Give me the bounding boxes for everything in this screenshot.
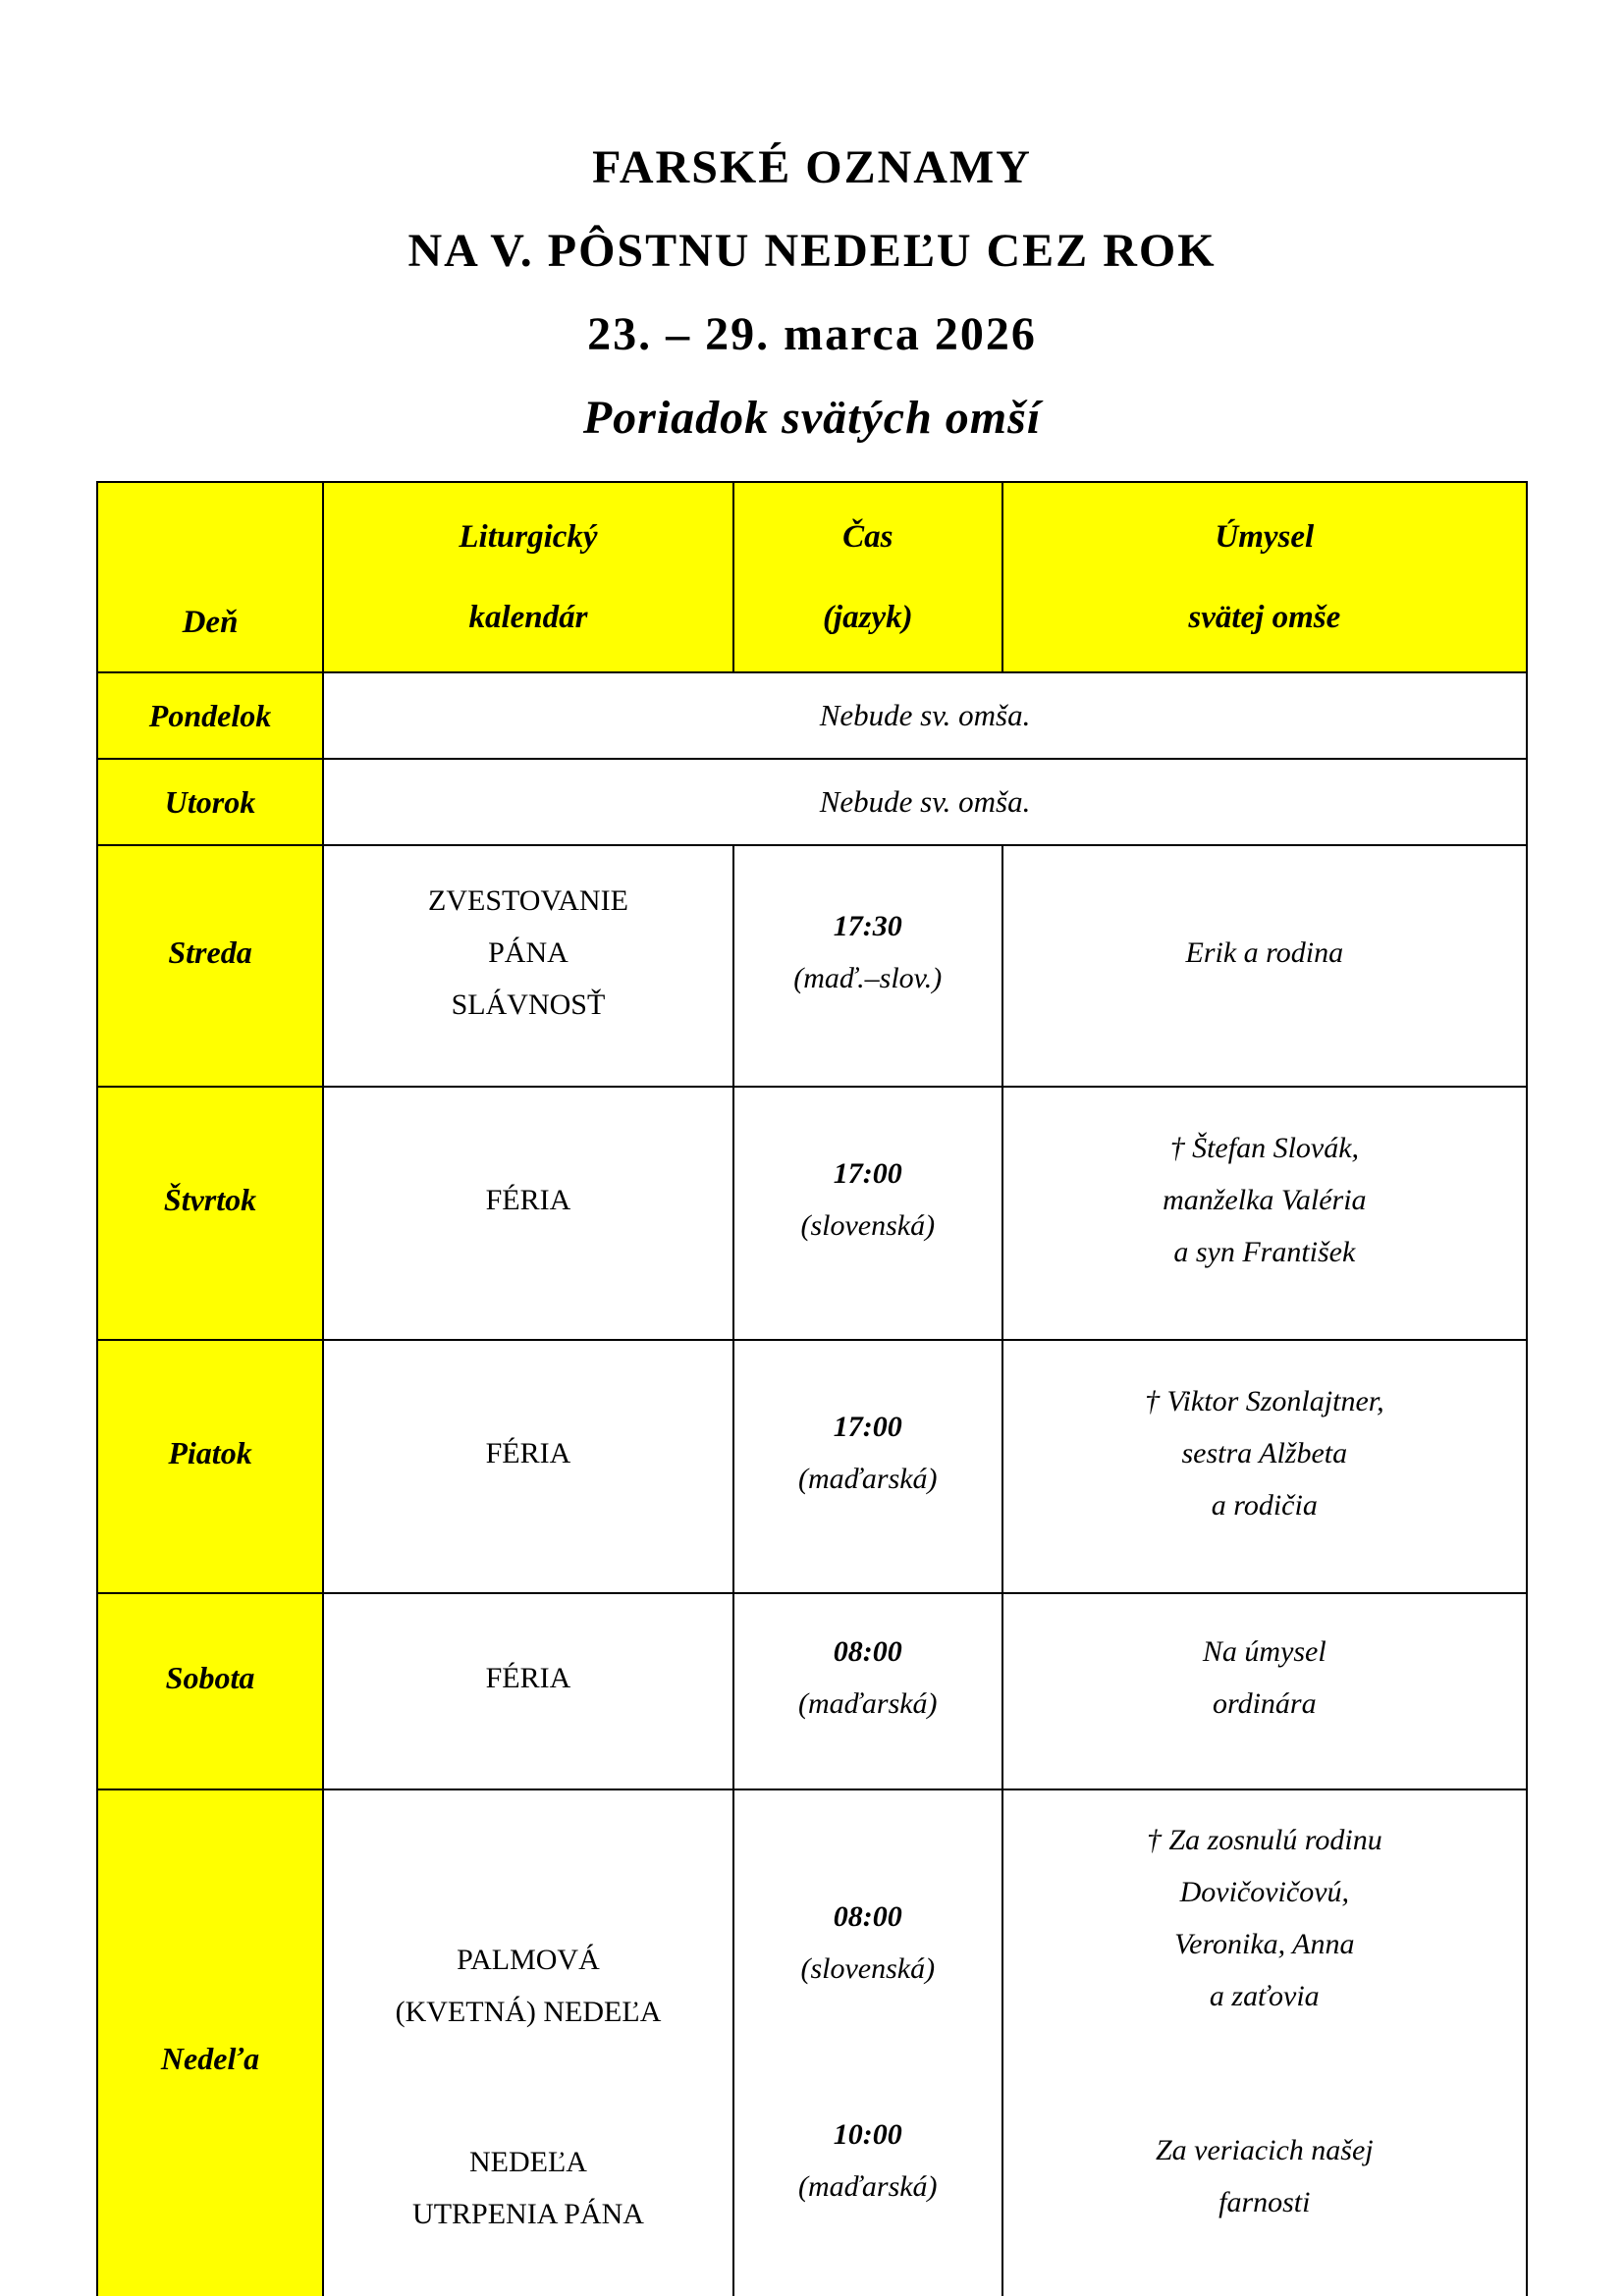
- time-blocks-wrap: [734, 1790, 1001, 2296]
- header-day-label: Deň: [182, 605, 239, 640]
- document-header: [0, 0, 1624, 459]
- calendar-line: NEDEĽA: [468, 2146, 587, 2178]
- day-cell-saturday: [97, 1593, 323, 1789]
- no-mass-note-monday: Nebude sv. omša.: [819, 698, 1031, 732]
- calendar-cell-saturday: [323, 1593, 733, 1789]
- note-cell-monday: [323, 672, 1527, 759]
- intention-block-mass1: [1147, 1814, 1382, 2022]
- intention-line: † Viktor Szonlajtner,: [1145, 1384, 1384, 1417]
- table-row-sunday: [97, 1789, 1527, 2296]
- table-row-thursday: [97, 1087, 1527, 1340]
- language-label: (maďarská): [797, 1687, 938, 1720]
- document-subtitle: Poriadok svätých omší: [582, 392, 1042, 444]
- document-title: FARSKÉ OZNAMY: [592, 141, 1032, 193]
- header-calendar-label-line1: Liturgický: [459, 519, 598, 555]
- time-cell-friday: [733, 1340, 1002, 1593]
- intention-cell-wednesday: [1002, 845, 1527, 1087]
- time-block-mass1: [800, 1891, 935, 1995]
- day-label-wednesday: Streda: [168, 934, 252, 970]
- no-mass-note-tuesday: Nebude sv. omša.: [819, 784, 1031, 819]
- header-day-wrap: [98, 485, 322, 669]
- intention-line: † Za zosnulú rodinu: [1146, 1824, 1382, 1856]
- intention-line: a zaťovia: [1209, 1980, 1320, 2012]
- header-time-label-line1: Čas: [842, 519, 893, 555]
- time-value: 08:00: [833, 1900, 902, 1933]
- language-label: (maďarská): [797, 1463, 938, 1495]
- document-date-range: 23. – 29. marca 2026: [587, 308, 1037, 360]
- calendar-line: PALMOVÁ: [457, 1944, 600, 1976]
- calendar-blocks-wrap: [324, 1790, 732, 2296]
- time-value: 17:00: [833, 1157, 902, 1190]
- time-block-mass2: [798, 2109, 938, 2213]
- intention-cell-saturday: [1002, 1593, 1527, 1789]
- intention-cell-thursday: [1002, 1087, 1527, 1340]
- day-cell-sunday: [97, 1789, 323, 2296]
- calendar-line: FÉRIA: [485, 1436, 571, 1469]
- header-calendar-wrap: [324, 485, 732, 669]
- day-cell-monday: [97, 672, 323, 759]
- header-intention-wrap: [1003, 485, 1526, 669]
- calendar-cell-wednesday: [323, 845, 733, 1087]
- header-calendar-label-line2: kalendár: [468, 600, 588, 635]
- table-row-wednesday: [97, 845, 1527, 1087]
- intention-line: † Štefan Slovák,: [1169, 1131, 1360, 1164]
- table-row-monday: [97, 672, 1527, 759]
- calendar-cell-friday: [323, 1340, 733, 1593]
- intention-block-mass2: [1156, 2124, 1374, 2228]
- intention-line: Na úmysel: [1202, 1635, 1326, 1668]
- calendar-line: (KVETNÁ) NEDEĽA: [395, 1996, 662, 2028]
- intention-cell-friday: [1002, 1340, 1527, 1593]
- time-value: 17:30: [833, 910, 902, 942]
- header-intention-label-line2: svätej omše: [1188, 600, 1341, 635]
- header-time-cell: [733, 482, 1002, 672]
- header-intention-label-line1: Úmysel: [1215, 519, 1315, 555]
- day-label-monday: Pondelok: [148, 697, 272, 733]
- intention-line: Dovičovičovú,: [1179, 1876, 1350, 1908]
- header-time-label-line2: (jazyk): [822, 600, 913, 635]
- calendar-line: ZVESTOVANIE: [428, 883, 628, 917]
- table-row-friday: [97, 1340, 1527, 1593]
- day-cell-thursday: [97, 1087, 323, 1340]
- time-value: 08:00: [833, 1635, 902, 1668]
- calendar-cell-thursday: [323, 1087, 733, 1340]
- intention-line: a syn František: [1173, 1235, 1356, 1268]
- calendar-line: FÉRIA: [485, 1661, 571, 1694]
- calendar-line: PÁNA: [488, 935, 568, 969]
- intention-line: a rodičia: [1211, 1488, 1318, 1522]
- intention-cell-sunday: [1002, 1789, 1527, 2296]
- time-value: 17:00: [833, 1411, 902, 1443]
- table-row-saturday: [97, 1593, 1527, 1789]
- time-cell-thursday: [733, 1087, 1002, 1340]
- mass-schedule-table: [96, 481, 1528, 2296]
- intention-blocks-wrap: [1003, 1790, 1526, 2296]
- time-cell-saturday: [733, 1593, 1002, 1789]
- table-row-tuesday: [97, 759, 1527, 845]
- day-label-thursday: Štvrtok: [163, 1181, 257, 1217]
- intention-line: sestra Alžbeta: [1181, 1436, 1348, 1469]
- time-value: 10:00: [833, 2118, 902, 2151]
- day-label-friday: Piatok: [168, 1434, 252, 1470]
- language-label: (slovenská): [800, 1952, 936, 1985]
- header-intention-cell: [1002, 482, 1527, 672]
- calendar-block-passion-sunday: [412, 2136, 644, 2240]
- intention-line: manželka Valéria: [1163, 1183, 1367, 1216]
- header-calendar-cell: [323, 482, 733, 672]
- language-label: (maď.–slov.): [793, 962, 943, 994]
- intention-line: farnosti: [1218, 2186, 1311, 2218]
- calendar-cell-sunday: [323, 1789, 733, 2296]
- intention-line: ordinára: [1213, 1687, 1317, 1720]
- calendar-line: FÉRIA: [485, 1183, 571, 1216]
- language-label: (slovenská): [800, 1209, 936, 1242]
- intention-line: Za veriacich našej: [1156, 2134, 1374, 2166]
- header-day-cell: [97, 482, 323, 672]
- day-cell-friday: [97, 1340, 323, 1593]
- calendar-line: UTRPENIA PÁNA: [412, 2198, 644, 2230]
- day-label-sunday: Nedeľa: [160, 2040, 260, 2076]
- day-cell-tuesday: [97, 759, 323, 845]
- day-label-saturday: Sobota: [165, 1659, 255, 1695]
- time-cell-wednesday: [733, 845, 1002, 1087]
- calendar-line: SLÁVNOSŤ: [451, 988, 606, 1021]
- note-cell-tuesday: [323, 759, 1527, 845]
- header-time-wrap: [734, 485, 1001, 669]
- table-header-row: [97, 482, 1527, 672]
- day-label-tuesday: Utorok: [164, 783, 256, 820]
- calendar-block-palm-sunday: [396, 1934, 662, 2038]
- intention-line: Erik a rodina: [1185, 935, 1344, 969]
- day-cell-wednesday: [97, 845, 323, 1087]
- intention-line: Veronika, Anna: [1174, 1928, 1355, 1960]
- language-label: (maďarská): [797, 2170, 938, 2203]
- time-cell-sunday: [733, 1789, 1002, 2296]
- document-title-week: NA V. PÔSTNU NEDEĽU CEZ ROK: [407, 225, 1217, 277]
